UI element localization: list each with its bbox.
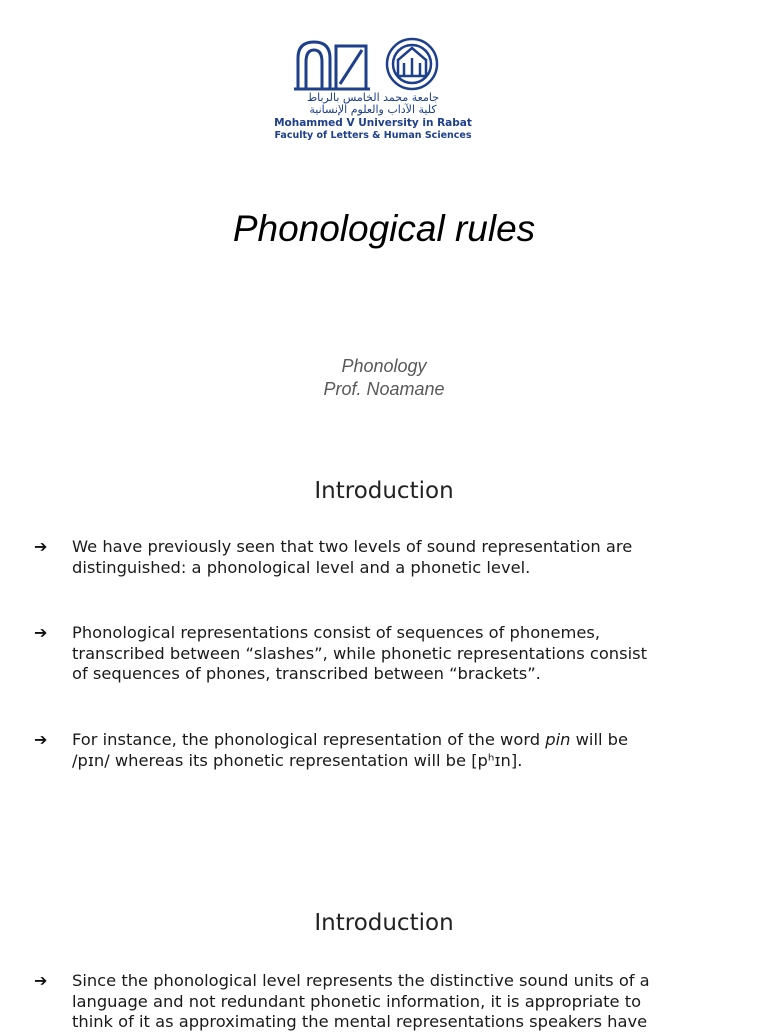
- bullet-text: Since the phonological level represents the distinctive sound units of a language and not redundant phonetic information, it is appropriate to think of it as approximating the mental representations speakers have: [72, 971, 650, 1031]
- arrow-bullet-icon: ➔: [34, 971, 48, 990]
- bullet-text: We have previously seen that two levels of sound representation are distinguished: a phonological level and a phonetic level.: [72, 537, 633, 577]
- introduction-slide: [0, 440, 768, 860]
- introduction-slide-2: [0, 870, 768, 1031]
- logo-arabic-text: جامعة محمد الخامس بالرباط كلية الآداب والعلوم الإنسانية: [306, 91, 440, 116]
- slide-heading: Introduction: [314, 478, 454, 504]
- example-word: pin: [545, 730, 571, 749]
- slide-heading: Introduction: [314, 910, 454, 936]
- professor-name: Prof. Noamane: [323, 379, 445, 399]
- title-slide: [0, 0, 768, 440]
- course-name: Phonology: [341, 356, 427, 376]
- university-logo: [262, 36, 484, 142]
- logo-faculty-name: Faculty of Letters & Human Sciences: [274, 130, 472, 141]
- arrow-bullet-icon: ➔: [34, 537, 48, 556]
- presentation-title: Phonological rules: [232, 208, 536, 249]
- bullet-text: Phonological representations consist of sequences of phonemes, transcribed between “slashes”, while phonetic representations consist of sequences of phones, transcribed between “brackets”.: [72, 623, 647, 683]
- bullet-text: For instance, the phonological representation of the word pin will be /pɪn/ whereas its phonetic representation will be [pʰɪn].: [72, 730, 629, 770]
- logo-university-name: Mohammed V University in Rabat: [274, 117, 472, 129]
- arrow-bullet-icon: ➔: [34, 623, 48, 642]
- university-emblem-icon: [294, 36, 454, 92]
- arrow-bullet-icon: ➔: [34, 730, 48, 749]
